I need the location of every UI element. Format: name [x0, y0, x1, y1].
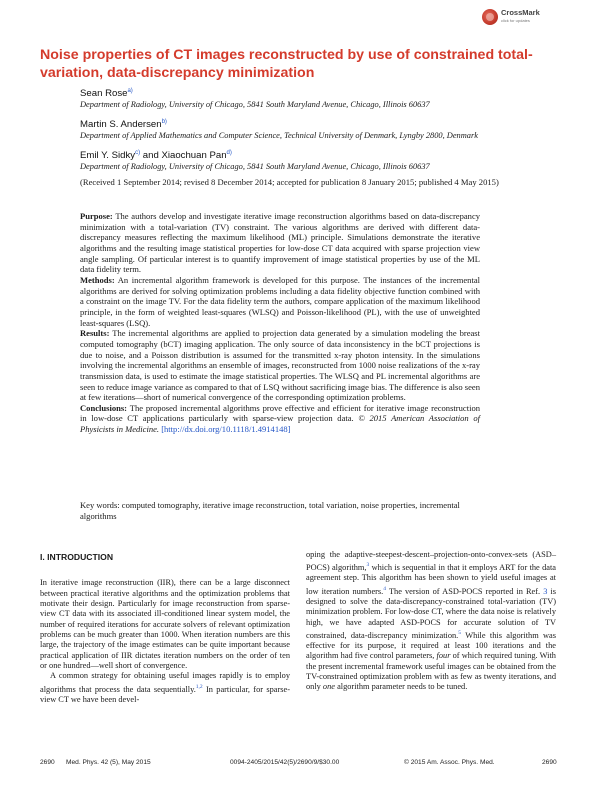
author-affiliation: Department of Radiology, University of Chicago, 5841 South Maryland Avenue, Chicago, Illinois 60637 — [80, 100, 430, 110]
footnote-mark[interactable]: b) — [161, 118, 167, 125]
paragraph: In iterative image reconstruction (IIR), there can be a large disconnect between practical iterative algorithms and the optimization problems that motivate their design. Particularly for image reconstruction from sparse-view CT data with its associated ill-conditioned linear system model, the number of required iterations for accurate solvers of relevant optimization problems can be much greater than 1000. When iteration numbers are this large, the trajectory of the image estimates can be quite important because practical application of IIR dictates iteration numbers on the order of ten or one hundred—well short of convergence. — [40, 578, 290, 671]
author-affiliation: Department of Applied Mathematics and Computer Science, Technical University of Denmark, Lyngby 2800, Denmark — [80, 130, 478, 140]
footnote-mark[interactable]: a) — [127, 88, 133, 94]
author-affiliation: Department of Radiology, University of Chicago, 5841 South Maryland Avenue, Chicago, Illinois 60637 — [80, 161, 430, 171]
footnote-mark[interactable]: c) — [135, 149, 141, 156]
footnote-mark[interactable]: d) — [226, 149, 232, 156]
page-number-right: 2690 — [542, 759, 557, 766]
body-column-left — [40, 550, 290, 705]
abstract — [80, 211, 480, 435]
crossmark-logo[interactable] — [482, 6, 556, 28]
citation-link[interactable]: 4 — [383, 585, 387, 592]
abstract-methods: Methods: An incremental algorithm framework is developed for this purpose. The instances of the incremental algorithms are derived for solving optimization problems including a data fidelity objective function combined with a constraint on the image TV. For the data fidelity term the authors, compare application of the maximum likelihood principle, in the form of weighted least-squares (WLSQ) and Poisson-likelihood (PL), with the use of unweighted least-squares (LSQ). — [80, 274, 480, 328]
paragraph: oping the adaptive-steepest-descent–projection-onto-convex-sets (ASD–POCS) algorithm,$^3$ which is sequential in that it employs ART for the data agreement step. This algorithm has been shown to yield useful images at low iteration numbers.$^4$ The version of ASD-POCS reported in Ref. 3 is designed to solve the data-discrepancy-constrained total-variation (TV) minimization problem. For low-dose CT, where the data noise is relatively high, we have adapted ASD-POCS for accurate solution of TV constrained, data-discrepancy minimization.$^5$ While this algorithm was effective for its purpose, it required at least 100 iterations and the algorithm had five control parameters, four of which required tuning. With the present incremental framework useful images can be obtained from the TV-constrained optimization problem with as few as twenty iterations, and only one algorithm parameter needs to be tuned. — [306, 550, 557, 692]
section-heading: I. INTRODUCTION — [40, 552, 114, 562]
keywords: Key words: computed tomography, iterative image reconstruction, total variation, noise properties, incremental algorithms — [80, 500, 460, 521]
citation-link[interactable]: 3 — [366, 562, 370, 569]
abstract-conclusions: Conclusions: The proposed incremental algorithms prove effective and efficient for iterative image reconstruction in low-dose CT applications particularly with sparse-view projection data. © 2015 American Association of Physicists in Medicine. [http://dx.doi.org/10.1118/1.4914148] — [80, 402, 480, 435]
author-name: Martin S. Andersen$^{b)}$ — [80, 118, 167, 130]
abstract-results: Results: The incremental algorithms are applied to projection data generated by a simulation modeling the breast computed tomography (bCT) imaging application. The only source of data inconsistency in the bCT projections is due to noise, and a Poisson distribution is assumed for the transmitted x-ray photon intensity. In the simulations involving the incremental algorithms an ensemble of images, reconstructed from 1000 noise realizations of the x-ray transmission data, is used to estimate the image statistical properties. The WLSQ and PL incremental algorithms are seen to reduce image variance as compared to that of LSQ without sacrificing image bias. The difference is also seen at few iterations—short of numerical convergence of the corresponding optimization problems. — [80, 328, 481, 403]
crossmark-icon — [482, 9, 498, 25]
citation-link[interactable]: 3 — [543, 586, 548, 596]
page-number-left: 2690 — [40, 759, 55, 766]
paper-title: Noise properties of CT images reconstructed by use of constrained total-variation, data-discrepancy minimization — [40, 47, 533, 81]
author-name: Sean Rose$^{a)}$ — [80, 88, 133, 100]
journal-citation: Med. Phys. 42 (5), May 2015 — [66, 759, 151, 766]
doi-link[interactable]: [http://dx.doi.org/10.1118/1.4914148] — [161, 424, 291, 435]
received-dates: (Received 1 September 2014; revised 8 December 2014; accepted for publication 8 January 2015; published 4 May 2015) — [80, 177, 499, 188]
author-block — [80, 85, 500, 188]
body-column-right — [306, 550, 556, 693]
crossmark-sublabel: click for updates — [501, 18, 530, 23]
footer-copyright: © 2015 Am. Assoc. Phys. Med. — [404, 759, 495, 766]
paragraph: A common strategy for obtaining useful images rapidly is to employ algorithms that process the data sequentially.$^{1,2}$ In particular, for sparse-view CT we have been devel- — [40, 671, 290, 704]
crossmark-label: CrossMark — [501, 8, 540, 17]
citation-link[interactable]: 5 — [458, 629, 462, 636]
abstract-purpose: Purpose: The authors develop and investigate iterative image reconstruction algorithms based on data-discrepancy minimization with a total-variation (TV) constraint. The various algorithms are derived with different data-discrepancy measures reflecting the maximum likelihood (ML) principle. Simulations demonstrate the iterative algorithms and the resulting image statistical properties for low-dose CT data acquired with sparse projection view angle sampling. Of particular interest is to quantify improvement of image statistical properties by use of the ML data fidelity term. — [80, 211, 481, 275]
author-name: Emil Y. Sidky$^{c)}$ and Xiaochuan Pan$^{d)}$ — [80, 149, 232, 161]
issn-line: 0094-2405/2015/42(5)/2690/9/$30.00 — [230, 759, 340, 766]
copyright-notice: © 2015 American Association of Physicists in Medicine. — [80, 413, 480, 435]
citation-link[interactable]: 1,2 — [195, 683, 203, 690]
page-footer — [40, 759, 560, 771]
